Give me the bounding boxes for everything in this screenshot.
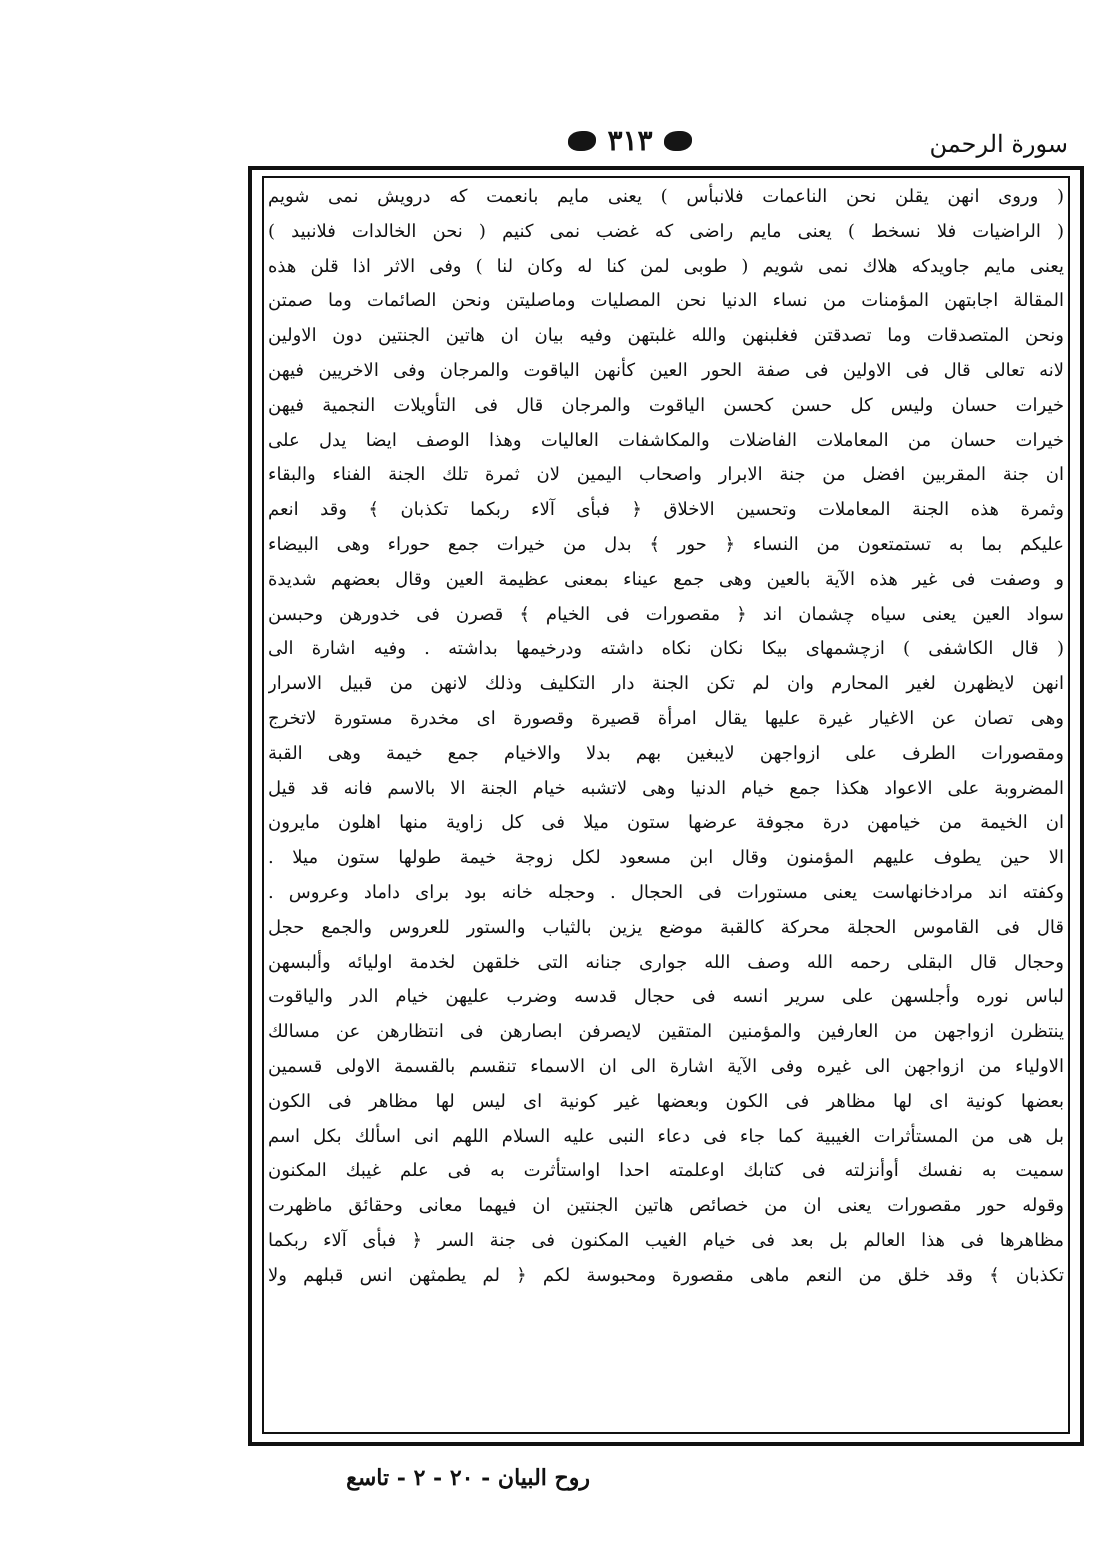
- text-line: و وصفت فى غير هذه الآية بالعين وهى جمع عيناء بمعنى عظيمة العين وقال بعضهم شديدة: [268, 568, 1064, 590]
- left-ornament-icon: [568, 131, 596, 151]
- text-line: وكفته اند مرادخانهاست يعنى مستورات فى الحجال . وحجله خانه بود براى داماد وعروس .: [268, 881, 1064, 903]
- text-line: قال فى القاموس الحجلة محركة كالقبة موضع يزين بالثياب والستور للعروس والجمع حجل: [268, 916, 1064, 938]
- text-line: المضروبة على الاعواد هكذا جمع خيام الدنيا وهى لاتشبه خيام الجنة الا بالاسم فانه قد قيل: [268, 777, 1064, 799]
- text-line: سميت به نفسك أوأنزلته فى كتابك اوعلمته احدا اواستأثرت به فى علم غيبك المكنون: [268, 1160, 1064, 1182]
- surah-name: سورة الرحمن: [929, 130, 1068, 158]
- text-line: بعضها كونية اى لها مظاهر فى الكون وبعضها غير كونية اى ليس لها مظاهر فى الكون: [268, 1090, 1064, 1112]
- text-line: لانه تعالى قال فى الاولين فى صفة الحور العين كأنهن الياقوت والمرجان وفى الاخريين فيهن: [268, 359, 1064, 381]
- text-line: يعنى مايم جاويدكه هلاك نمى شويم ( طوبى لمن كنا له وكان لنا ) وفى الاثر اذا قلن هذه: [268, 255, 1064, 277]
- text-line: خيرات حسان من المعاملات الفاضلات والمكاشفات العاليات وهذا الوصف ايضا يدل على: [268, 429, 1064, 451]
- signature-line: روح البيان - ٢٠ - ٢ - تاسع: [346, 1465, 590, 1491]
- page-number-block: [565, 124, 695, 158]
- text-line: ونحن المتصدقات وما تصدقتن فغلبنهن والله غلبتهن وفيه بيان ان هاتين الجنتين دون الاولين: [268, 325, 1064, 347]
- text-line: سواد العين يعنى سياه چشمان اند ﴿ مقصورات فى الخيام ﴾ قصرن فى خدورهن وحبسن: [268, 603, 1064, 625]
- text-line: المقالة اجابتهن المؤمنات من نساء الدنيا نحن المصليات وماصليتن ونحن الصائمات وما صمتن: [268, 290, 1064, 312]
- text-line: وهى تصان عن الاغيار غيرة عليها يقال امرأة قصيرة وقصورة اى مخدرة مستورة لاتخرج: [268, 707, 1064, 729]
- text-line: ينتظرن ازواجهن من العارفين والمؤمنين المتقين لايصرفن ابصارهن فى انتظارهن عن مسالك: [268, 1021, 1064, 1043]
- text-line: انهن لايظهرن لغير المحارم وان لم تكن الجنة دار التكليف وذلك لانهن من قبيل الاسرار: [268, 673, 1064, 695]
- page-header: [250, 118, 1080, 166]
- main-text-block: [268, 180, 1064, 1430]
- right-ornament-icon: [664, 131, 692, 151]
- text-line: ومقصورات الطرف على ازواجهن لايبغين بهم بدلا والاخيام جمع خيمة وهى القبة: [268, 742, 1064, 764]
- text-line: تكذبان ﴾ وقد خلق من النعم ماهى مقصورة ومحبوسة لكم ﴿ لم يطمثهن انس قبلهم ولا: [268, 1264, 1064, 1286]
- text-line: ( قال الكاشفى ) ازچشمهاى بيكا نكان نكاه داشته ودرخيمها بداشته . وفيه اشارة الى: [268, 638, 1064, 660]
- text-line: وقوله حور مقصورات يعنى ان من خصائص هاتين الجنتين ان فيهما معانى وحقائق ماظهرت: [268, 1195, 1064, 1217]
- text-line: ( الراضيات فلا نسخط ) يعنى مايم راضى كه غضب نمى كنيم ( نحن الخالدات فلانبيد ): [268, 220, 1064, 242]
- text-line: الاولياء من ازواجهن الى غيره وفى الآية اشارة الى ان الاسماء تنقسم بالقسمة الاولى قسمين: [268, 1055, 1064, 1077]
- text-line: ان الخيمة من خيامهن درة مجوفة عرضها ستون ميلا فى كل زاوية منها اهلون مايرون: [268, 812, 1064, 834]
- text-line: خيرات حسان وليس كل حسن كحسن الياقوت والمرجان قال فى التأويلات النجمية فيهن: [268, 394, 1064, 416]
- text-line: مظاهرها فى هذا العالم بل بعد فى خيام الغيب المكنون فى جنة السر ﴿ فبأى آلاء ربكما: [268, 1229, 1064, 1251]
- text-line: وثمرة هذه الجنة المعاملات وتحسين الاخلاق ﴿ فبأى آلاء ربكما تكذبان ﴾ وقد انعم: [268, 499, 1064, 521]
- text-line: لباس نوره وأجلسهن على سرير انسه فى حجال قدسه وضرب عليهن خيام الدر والياقوت: [268, 986, 1064, 1008]
- text-line: بل هى من المستأثرات الغيبية كما جاء فى دعاء النبى عليه السلام اللهم انى اسألك بكل اسم: [268, 1125, 1064, 1147]
- text-line: وحجال قال البقلى رحمه الله وصف الله جوارى جنانه التى خلقهن لخدمة اوليائه وألبسهن: [268, 951, 1064, 973]
- page-number: ٣١٣: [607, 124, 653, 157]
- text-line: ( وروى انهن يقلن نحن الناعمات فلانبأس ) يعنى مايم بانعمت كه درويش نمى شويم: [268, 186, 1064, 207]
- text-line: الا حين يطوف عليهم المؤمنون وقال ابن مسعود لكل زوجة خيمة طولها ستون ميلا .: [268, 847, 1064, 869]
- text-line: ان جنة المقربين افضل من جنة الابرار واصحاب اليمين لان ثمرة تلك الجنة الفناء والبقاء: [268, 464, 1064, 486]
- text-line: عليكم بما به تستمتعون من النساء ﴿ حور ﴾ بدل من خيرات جمع حوراء وهى البيضاء: [268, 533, 1064, 555]
